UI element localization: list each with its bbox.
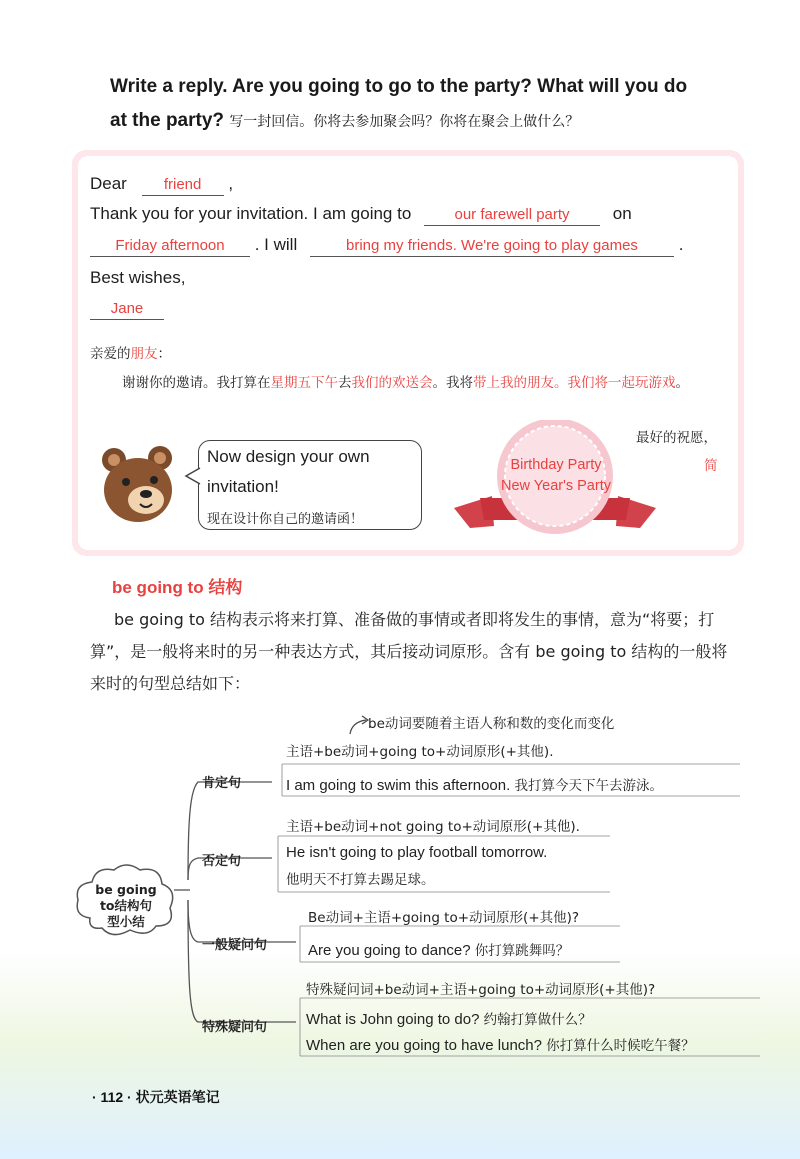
dear-comma: , [228, 174, 234, 193]
tr-d: 我们的欢送会 [351, 375, 433, 391]
heading-zh: 写一封回信。你将去参加聚会吗？你将在聚会上做什么？ [229, 114, 580, 130]
ex-aff-zh: 我打算今天下午去游泳。 [514, 778, 663, 794]
greeting-red: 朋友 [130, 346, 158, 362]
example-affirmative [286, 774, 663, 794]
tr-g: 一起玩游戏 [608, 375, 676, 391]
exercise-heading [110, 70, 760, 139]
bear-icon [96, 440, 182, 526]
formula-general-question: Be动词+主语+going to+动词原形(+其他)? [308, 910, 580, 926]
tag-special-question: 特殊疑问句 [202, 1020, 268, 1035]
tr-h: 。 [675, 375, 689, 391]
ex-sp1-zh: 约翰打算做什么？ [483, 1012, 592, 1028]
ex-sp2-zh: 你打算什么时候吃午餐？ [546, 1038, 695, 1054]
example-negative-en: He isn't going to play football tomorrow. [286, 844, 548, 861]
example-general-question [308, 939, 569, 959]
fill-day: Friday afternoon [90, 236, 250, 257]
formula-negative: 主语+be动词+not going to+动词原形(+其他). [286, 819, 580, 835]
ex-sp2-en: When are you going to have lunch? [306, 1037, 542, 1054]
tr-c: 去 [338, 375, 352, 391]
section-title: be going to 结构 [112, 578, 243, 597]
para-line3: 来时的句型总结如下： [90, 674, 251, 693]
translation-paragraph [90, 368, 730, 398]
bubble-line1: Now design your own [207, 447, 370, 466]
translation-closing: 最好的祝愿， [636, 430, 717, 446]
center-line3: 型小结 [107, 914, 145, 929]
letter-dear-line [90, 174, 233, 196]
fill-action: bring my friends. We're going to play games [310, 236, 674, 257]
center-line1: be going [95, 882, 157, 897]
heading-line2-wrap [110, 104, 760, 139]
translation-greeting [90, 342, 171, 362]
heading-line1: Write a reply. Are you going to go to the party? What will you do [110, 76, 688, 97]
section-paragraph [90, 604, 762, 700]
badge-line2: New Year's Party [501, 478, 611, 494]
letter-line2-text: Thank you for your invitation. I am going to [90, 204, 412, 223]
dear-fill: friend [142, 175, 224, 196]
ex-gen-zh: 你打算跳舞吗？ [474, 943, 570, 959]
para-line1: be going to 结构表示将来打算、准备做的事情或者即将发生的事情，意为“将要；打 [114, 610, 715, 629]
formula-special-question: 特殊疑问词+be动词+主语+going to+动词原形(+其他)? [306, 982, 656, 998]
bubble-line2: invitation! [207, 477, 279, 496]
para-line2: 算”，是一般将来时的另一种表达方式，其后接动词原形。含有 be going to 结构的一般将 [90, 642, 728, 661]
tr-f: 带上我的朋友。我们将 [473, 375, 608, 391]
fill-event: our farewell party [424, 205, 600, 226]
ex-aff-en: I am going to swim this afternoon. [286, 777, 511, 794]
letter-line3 [90, 235, 683, 257]
badge-line1: Birthday Party [510, 457, 602, 473]
page-footer: · 112 · 状元英语笔记 [92, 1089, 220, 1105]
on-label: on [612, 204, 632, 223]
mindmap-center [84, 882, 168, 930]
bubble-zh: 现在设计你自己的邀请函！ [207, 512, 364, 527]
ex-neg-zh: 他明天不打算去踢足球。 [286, 872, 435, 888]
tr-e: 。我将 [432, 375, 473, 391]
tr-a: 谢谢你的邀请。我打算在 [122, 375, 271, 391]
tag-negative: 否定句 [202, 854, 242, 869]
translation-signature: 简 [704, 458, 718, 474]
ex-sp1-en: What is John going to do? [306, 1011, 480, 1028]
tag-general-question: 一般疑问句 [202, 938, 268, 953]
example-special-question-1 [306, 1008, 592, 1028]
greeting-suffix: ： [157, 346, 171, 362]
letter-line2 [90, 204, 632, 226]
heading-line2: at the party? [110, 110, 225, 131]
dear-label: Dear [90, 174, 127, 193]
bubble-tail-icon [184, 466, 202, 486]
fill-name: Jane [90, 299, 164, 320]
center-line2: to结构句 [99, 898, 153, 913]
greeting-prefix: 亲爱的 [90, 346, 131, 362]
best-wishes: Best wishes, [90, 268, 186, 287]
formula-affirmative: 主语+be动词+going to+动词原形(+其他). [286, 744, 554, 760]
tag-affirmative: 肯定句 [202, 776, 242, 791]
i-will-label: . I will [254, 235, 298, 254]
ex-gen-en: Are you going to dance? [308, 942, 471, 959]
period: . [678, 235, 684, 254]
tr-b: 星期五下午 [270, 375, 338, 391]
example-special-question-2 [306, 1034, 695, 1054]
mindmap-note: be动词要随着主语人称和数的变化而变化 [368, 716, 615, 732]
example-negative-zh-line [286, 868, 435, 888]
